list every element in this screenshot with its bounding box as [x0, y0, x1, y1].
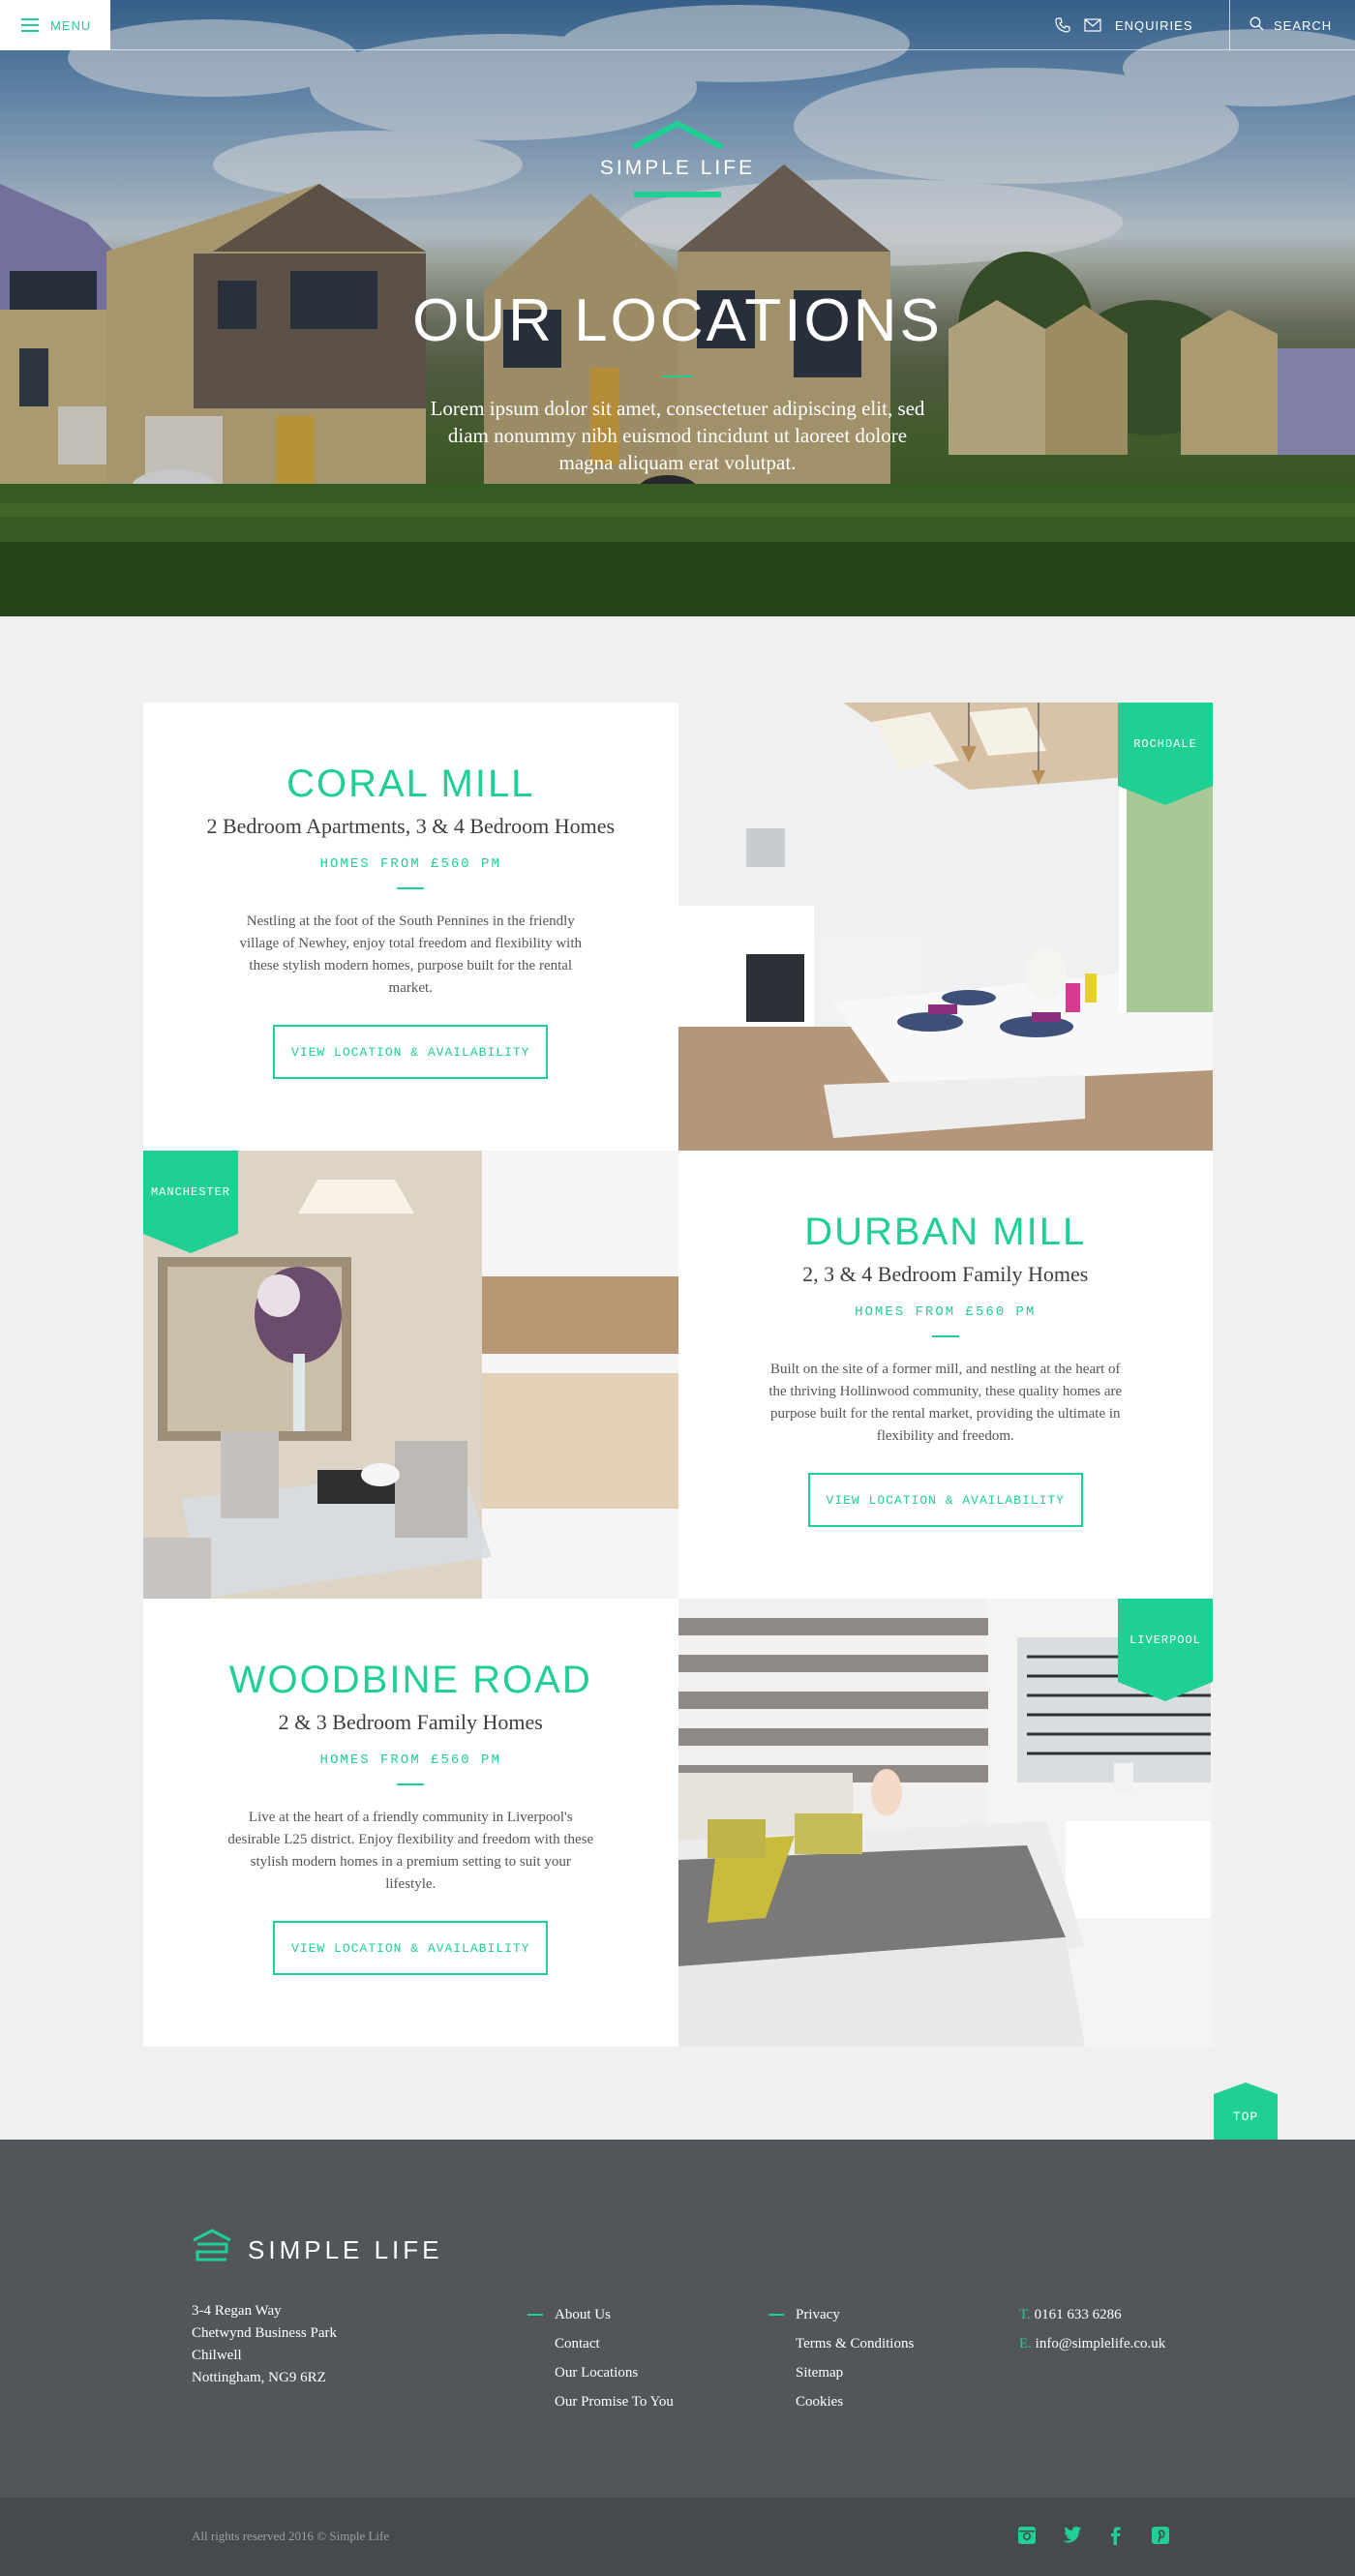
- search-button[interactable]: [1229, 0, 1355, 50]
- hamburger-icon: [21, 18, 39, 32]
- location-subtitle: 2 & 3 Bedroom Family Homes: [278, 1710, 543, 1734]
- house-roof-logo-icon: [581, 120, 774, 149]
- location-divider: [397, 887, 424, 889]
- location-tag-liverpool: [1118, 1599, 1213, 1701]
- location-price: HOMES FROM £560 PM: [855, 1304, 1037, 1320]
- footer-link-terms[interactable]: Terms & Conditions: [796, 2336, 915, 2351]
- location-row-durban-mill: [143, 1151, 1213, 1599]
- location-tag-label: MANCHESTER: [150, 1185, 230, 1199]
- footer-link-cookies[interactable]: Cookies: [796, 2394, 844, 2410]
- site-footer: [0, 2140, 1355, 2498]
- hero-intro-text: Lorem ipsum dolor sit amet, consectetuer adipiscing elit, sed diam nonummy nibh euismod tincidunt ut laoreet dolore magna aliquam erat volutpat.: [430, 397, 925, 474]
- footer-links-secondary: [796, 2300, 914, 2416]
- footer-link-our-locations[interactable]: Our Locations: [555, 2365, 639, 2381]
- location-tag-manchester: [143, 1151, 238, 1253]
- address-line: Chilwell: [192, 2348, 242, 2363]
- dining-kitchen-photo[interactable]: [143, 1151, 678, 1599]
- footer-email[interactable]: E. info@simplelife.co.uk: [1019, 2336, 1166, 2351]
- location-description: Live at the heart of a friendly community in Liverpool's desirable L25 district. Enjoy flexibility and freedom with these stylish modern homes in a premium setting to suit your lifestyle.: [227, 1810, 594, 1892]
- footer-address: [192, 2300, 337, 2389]
- location-row-woodbine-road: [143, 1599, 1213, 2047]
- address-line: 3-4 Regan Way: [192, 2303, 282, 2319]
- phone-icon[interactable]: [1055, 17, 1070, 33]
- footer-phone[interactable]: T. 0161 633 6286: [1019, 2307, 1122, 2322]
- top-navigation-bar: [0, 0, 1355, 50]
- footer-link-privacy[interactable]: Privacy: [796, 2300, 914, 2329]
- back-to-top-label: TOP: [1232, 2110, 1259, 2124]
- address-line: Nottingham, NG9 6RZ: [192, 2370, 326, 2385]
- location-subtitle: 2 Bedroom Apartments, 3 & 4 Bedroom Homes: [206, 814, 616, 838]
- kitchen-dining-photo[interactable]: [678, 703, 1214, 1151]
- footer-logo[interactable]: [192, 2229, 443, 2272]
- brand-name: SIMPLE LIFE: [599, 157, 756, 179]
- location-description: Built on the site of a former mill, and nestling at the heart of the thriving Hollinwood community, these quality homes are purpose built for the rental market, providing the ultimate in flexibility and freedom.: [768, 1362, 1123, 1444]
- hero-banner: [0, 0, 1355, 616]
- footer-brand-name: SIMPLE LIFE: [248, 2235, 443, 2264]
- location-description: Nestling at the foot of the South Pennines in the friendly village of Newhey, enjoy total freedom and flexibility with these stylish modern homes, purpose built for the rental market.: [239, 914, 582, 996]
- pinterest-icon[interactable]: [1150, 2525, 1171, 2546]
- location-subtitle: 2, 3 & 4 Bedroom Family Homes: [802, 1262, 1089, 1286]
- footer-link-sitemap[interactable]: Sitemap: [796, 2365, 844, 2381]
- footer-link-our-promise[interactable]: Our Promise To You: [555, 2394, 674, 2410]
- location-divider: [932, 1335, 959, 1337]
- title-divider: [662, 375, 693, 377]
- view-location-button[interactable]: VIEW LOCATION & AVAILABILITY: [808, 1473, 1083, 1527]
- location-card-coral-mill: [143, 703, 678, 1151]
- page-title: OUR LOCATIONS: [412, 287, 943, 354]
- location-price: HOMES FROM £560 PM: [319, 856, 501, 872]
- footer-links-primary: [555, 2300, 674, 2416]
- menu-button[interactable]: [0, 0, 110, 50]
- enquiries-button[interactable]: [1055, 0, 1217, 50]
- search-label: SEARCH: [1274, 17, 1333, 33]
- footer-link-about-us[interactable]: About Us: [555, 2300, 674, 2329]
- view-location-button[interactable]: VIEW LOCATION & AVAILABILITY: [273, 1921, 548, 1975]
- mail-icon: [1084, 18, 1101, 32]
- address-line: Chetwynd Business Park: [192, 2325, 337, 2341]
- location-row-coral-mill: [143, 703, 1213, 1151]
- location-title: WOODBINE ROAD: [228, 1659, 592, 1701]
- location-card-woodbine-road: [143, 1599, 678, 2047]
- menu-label: MENU: [50, 17, 92, 33]
- location-price: HOMES FROM £560 PM: [319, 1752, 501, 1768]
- back-to-top-button[interactable]: [1214, 2082, 1278, 2141]
- location-tag-label: LIVERPOOL: [1129, 1633, 1201, 1647]
- location-title: DURBAN MILL: [804, 1211, 1087, 1253]
- footer-link-contact[interactable]: Contact: [555, 2336, 600, 2351]
- footer-contact: [1019, 2300, 1165, 2358]
- instagram-icon[interactable]: [1016, 2525, 1038, 2546]
- house-logo-icon: [192, 2229, 232, 2272]
- brand-underline: [634, 192, 721, 197]
- social-links: [1016, 2525, 1171, 2546]
- location-divider: [397, 1783, 424, 1785]
- locations-grid: [143, 703, 1213, 2047]
- location-title: CORAL MILL: [286, 763, 535, 805]
- view-location-button[interactable]: VIEW LOCATION & AVAILABILITY: [273, 1025, 548, 1079]
- bedroom-photo[interactable]: [678, 1599, 1214, 2047]
- location-card-durban-mill: [678, 1151, 1214, 1599]
- copyright-text: All rights reserved 2016 © Simple Life: [192, 2529, 390, 2543]
- enquiries-label: ENQUIRIES: [1115, 17, 1193, 33]
- sub-footer: [0, 2498, 1355, 2576]
- facebook-icon[interactable]: [1105, 2525, 1127, 2546]
- hero-logo[interactable]: [581, 120, 774, 197]
- twitter-icon[interactable]: [1061, 2525, 1082, 2546]
- search-icon: [1250, 16, 1264, 34]
- location-tag-label: ROCHDALE: [1133, 737, 1197, 751]
- location-tag-rochdale: [1118, 703, 1213, 805]
